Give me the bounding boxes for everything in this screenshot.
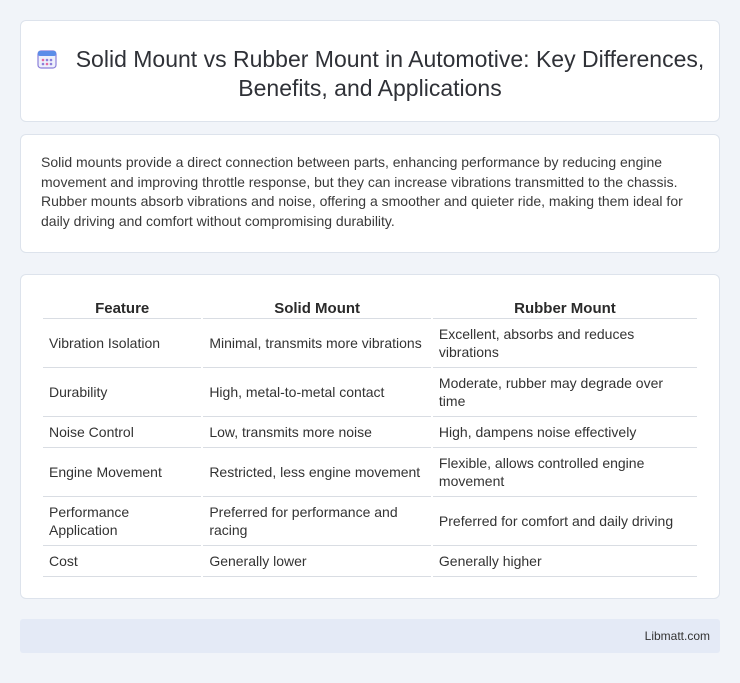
table-row: [43, 417, 697, 448]
title-card: [20, 20, 720, 122]
table-cell: Preferred for comfort and daily driving: [433, 497, 697, 546]
table-row: [43, 319, 697, 368]
table-cell: Excellent, absorbs and reduces vibrations: [433, 319, 697, 368]
table-cell: Durability: [43, 368, 201, 417]
table-cell: Preferred for performance and racing: [203, 497, 431, 546]
calendar-icon: [36, 48, 58, 70]
footer-bar: [20, 619, 720, 653]
header-feature: Feature: [43, 295, 201, 319]
table-row: [43, 497, 697, 546]
table-cell: Minimal, transmits more vibrations: [203, 319, 431, 368]
summary-card: [20, 134, 720, 253]
footer-brand-link[interactable]: Libmatt.com: [644, 629, 710, 643]
header-solid-mount: Solid Mount: [203, 295, 431, 319]
table-cell: Low, transmits more noise: [203, 417, 431, 448]
table-cell: Cost: [43, 546, 201, 577]
table-row: [43, 546, 697, 577]
summary-paragraph: Solid mounts provide a direct connection between parts, enhancing performance by reducing engine movement and improving throttle response, but they can increase vibrations transmitted to the chassis. Rubber mounts absorb vibrations and noise, offering a smoother and quieter ride, making them ideal for daily driving and comfort without compromising durability.: [41, 154, 683, 229]
comparison-card: [20, 274, 720, 599]
header-rubber-mount: Rubber Mount: [433, 295, 697, 319]
table-cell: Restricted, less engine movement: [203, 448, 431, 497]
table-cell: Generally higher: [433, 546, 697, 577]
table-cell: High, dampens noise effectively: [433, 417, 697, 448]
table-cell: Vibration Isolation: [43, 319, 201, 368]
table-cell: Flexible, allows controlled engine movement: [433, 448, 697, 497]
table-row: [43, 448, 697, 497]
comparison-table: [41, 295, 699, 577]
page-title-text: Solid Mount vs Rubber Mount in Automotive: Key Differences, Benefits, and Applications: [75, 46, 705, 101]
table-cell: High, metal-to-metal contact: [203, 368, 431, 417]
table-cell: Noise Control: [43, 417, 201, 448]
table-row: [43, 368, 697, 417]
page-title: [21, 45, 719, 103]
table-cell: Engine Movement: [43, 448, 201, 497]
table-cell: Performance Application: [43, 497, 201, 546]
table-header-row: [43, 295, 697, 319]
table-cell: Moderate, rubber may degrade over time: [433, 368, 697, 417]
table-cell: Generally lower: [203, 546, 431, 577]
